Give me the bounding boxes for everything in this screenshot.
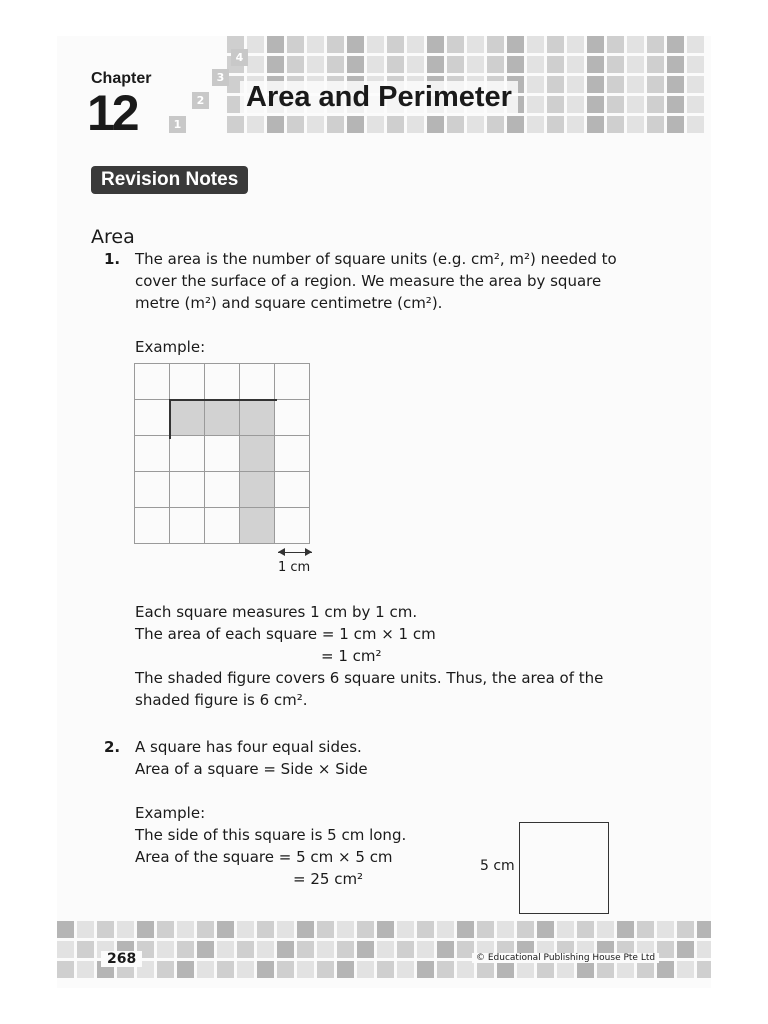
decor-tile (587, 96, 604, 113)
decor-tile (667, 36, 684, 53)
decor-tile (337, 941, 354, 958)
decor-tile (447, 36, 464, 53)
side-label: 5 cm (480, 858, 515, 874)
decor-tile (407, 56, 424, 73)
decor-tile (407, 36, 424, 53)
decor-tile (587, 76, 604, 93)
decor-tile (77, 921, 94, 938)
decor-tile (77, 961, 94, 978)
decor-tile (427, 56, 444, 73)
decor-tile (307, 116, 324, 133)
decor-tile (157, 961, 174, 978)
decor-tile (57, 961, 74, 978)
decor-tile (667, 96, 684, 113)
decor-tile (367, 116, 384, 133)
text-line: The area of each square = 1 cm × 1 cm (135, 625, 436, 643)
decor-tile (197, 941, 214, 958)
decor-tile (297, 961, 314, 978)
decor-tile (307, 56, 324, 73)
copyright-notice: © Educational Publishing House Pte Ltd (472, 953, 659, 963)
grid-square (135, 400, 170, 436)
decor-tile (417, 941, 434, 958)
decor-tile (557, 921, 574, 938)
decor-tile (687, 36, 704, 53)
decor-tile (257, 961, 274, 978)
decor-tile (617, 961, 634, 978)
decor-tile (137, 921, 154, 938)
decor-tile (597, 961, 614, 978)
text-line: metre (m²) and square centimetre (cm²). (135, 294, 443, 312)
grid-square (205, 436, 240, 472)
decor-tile (467, 36, 484, 53)
decor-tile (497, 961, 514, 978)
decor-tile (657, 961, 674, 978)
decor-tile (327, 56, 344, 73)
decor-tile (487, 116, 504, 133)
decor-tile (607, 116, 624, 133)
arrow-left-icon (278, 548, 285, 556)
decor-tile (417, 961, 434, 978)
decor-tile (557, 961, 574, 978)
decor-tile (647, 56, 664, 73)
decor-tile (227, 116, 244, 133)
decor-tile (357, 921, 374, 938)
decor-tile (357, 941, 374, 958)
decor-tile (287, 56, 304, 73)
grid-square (135, 508, 170, 544)
decor-tile (527, 36, 544, 53)
text-line: Area of a square = Side × Side (135, 760, 368, 778)
grid-square (135, 364, 170, 400)
decor-tile (317, 961, 334, 978)
grid-square (205, 472, 240, 508)
point-1-text (135, 248, 617, 314)
area-grid (134, 363, 310, 544)
decor-tile (327, 36, 344, 53)
decor-tile (437, 941, 454, 958)
decor-tile (347, 36, 364, 53)
decor-tile (677, 921, 694, 938)
decor-tile (177, 921, 194, 938)
square-figure (519, 822, 609, 914)
point-2-text (135, 736, 368, 780)
decor-tile (317, 921, 334, 938)
grid-square (135, 436, 170, 472)
decor-tile (307, 36, 324, 53)
decor-tile (637, 921, 654, 938)
decor-tile (607, 96, 624, 113)
arrow-right-icon (305, 548, 312, 556)
decor-tile (547, 56, 564, 73)
decor-tile (357, 961, 374, 978)
decor-tile (657, 921, 674, 938)
decor-tile (237, 961, 254, 978)
decor-tile (637, 961, 654, 978)
decor-tile (337, 961, 354, 978)
example-2 (135, 802, 406, 890)
example-label: Example: (135, 804, 206, 822)
shaded-square (240, 436, 275, 472)
shaded-square (240, 400, 275, 436)
point-number: 1. (104, 250, 121, 268)
decor-tile (487, 36, 504, 53)
decor-tile (267, 36, 284, 53)
decor-tile (627, 36, 644, 53)
decor-tile (77, 941, 94, 958)
decor-tile (327, 116, 344, 133)
decor-tile (697, 921, 711, 938)
shaded-square (205, 400, 240, 436)
grid-square (170, 364, 205, 400)
text-line: Each square measures 1 cm by 1 cm. (135, 603, 418, 621)
point-number: 2. (104, 738, 121, 756)
decor-tile (277, 961, 294, 978)
decor-tile (287, 36, 304, 53)
decor-tile (577, 961, 594, 978)
text-line: shaded figure is 6 cm². (135, 691, 308, 709)
unit-label: 1 cm (278, 560, 311, 575)
decor-tile (547, 116, 564, 133)
grid-square (170, 472, 205, 508)
decor-tile (427, 36, 444, 53)
decor-tile (417, 921, 434, 938)
decor-tile (447, 116, 464, 133)
decor-tile (667, 116, 684, 133)
decor-tile (437, 961, 454, 978)
grid-square (275, 472, 310, 508)
decor-tile (497, 921, 514, 938)
decor-tile (367, 36, 384, 53)
decor-tile (367, 56, 384, 73)
decor-tile (217, 941, 234, 958)
decor-tile (567, 76, 584, 93)
decor-tile (697, 961, 711, 978)
decor-tile (467, 56, 484, 73)
decor-tile (247, 36, 264, 53)
decor-tile (257, 921, 274, 938)
decor-tile (627, 96, 644, 113)
chapter-number: 12 (87, 85, 137, 141)
decor-tile (507, 56, 524, 73)
decor-tile (57, 921, 74, 938)
decor-tile (437, 921, 454, 938)
explanation (135, 601, 603, 711)
decor-tile (487, 56, 504, 73)
decor-tile (337, 921, 354, 938)
decor-tile (217, 921, 234, 938)
decor-tile (477, 961, 494, 978)
decor-tile (297, 921, 314, 938)
decor-tile (547, 96, 564, 113)
header-number-tile: 1 (169, 116, 186, 133)
shaded-square (170, 400, 205, 436)
decor-tile (647, 76, 664, 93)
decor-tile (157, 941, 174, 958)
decor-tile (527, 116, 544, 133)
section-heading: Area (91, 226, 135, 248)
decor-tile (627, 116, 644, 133)
decor-tile (237, 941, 254, 958)
decor-tile (507, 116, 524, 133)
decor-tile (647, 116, 664, 133)
decor-tile (547, 76, 564, 93)
decor-tile (567, 56, 584, 73)
text-line: Area of the square = 5 cm × 5 cm (135, 848, 393, 866)
text-line: = 1 cm² (321, 647, 382, 665)
decor-tile (547, 36, 564, 53)
decor-tile (387, 36, 404, 53)
grid-square (135, 472, 170, 508)
decor-tile (197, 921, 214, 938)
decor-tile (287, 116, 304, 133)
grid-square (205, 508, 240, 544)
decor-tile (157, 921, 174, 938)
decor-tile (467, 116, 484, 133)
decor-tile (377, 941, 394, 958)
grid-square (170, 508, 205, 544)
decor-tile (517, 961, 534, 978)
example-label: Example: (135, 338, 206, 356)
decor-tile (587, 116, 604, 133)
page-number: 268 (101, 951, 142, 967)
chapter-label: Chapter (91, 70, 152, 87)
decor-tile (97, 921, 114, 938)
decor-tile (627, 76, 644, 93)
decor-tile (477, 921, 494, 938)
grid-square (275, 508, 310, 544)
decor-tile (277, 921, 294, 938)
decor-tile (247, 56, 264, 73)
decor-tile (427, 116, 444, 133)
grid-square (240, 364, 275, 400)
text-line: The area is the number of square units (e.g. cm², m²) needed to (135, 250, 617, 268)
text-line: A square has four equal sides. (135, 738, 362, 756)
decor-tile (687, 116, 704, 133)
decor-tile (567, 96, 584, 113)
decor-tile (527, 56, 544, 73)
decor-tile (607, 56, 624, 73)
text-line: cover the surface of a region. We measure the area by square (135, 272, 602, 290)
decor-tile (527, 96, 544, 113)
text-line: The shaded figure covers 6 square units. Thus, the area of the (135, 669, 604, 687)
decor-tile (697, 941, 711, 958)
decor-tile (687, 96, 704, 113)
chapter-title: Area and Perimeter (240, 81, 518, 114)
decor-tile (297, 941, 314, 958)
decor-tile (277, 941, 294, 958)
header-number-tile: 4 (231, 49, 248, 66)
decor-tile (597, 921, 614, 938)
grid-square (275, 400, 310, 436)
decor-tile (667, 56, 684, 73)
decor-tile (667, 76, 684, 93)
decor-tile (527, 76, 544, 93)
decor-tile (677, 941, 694, 958)
decor-tile (647, 96, 664, 113)
decor-tile (567, 36, 584, 53)
decor-tile (377, 921, 394, 938)
decor-tile (197, 961, 214, 978)
decor-tile (577, 921, 594, 938)
footer-tile-pattern (57, 921, 711, 978)
decor-tile (627, 56, 644, 73)
decor-tile (587, 56, 604, 73)
decor-tile (607, 36, 624, 53)
decor-tile (517, 921, 534, 938)
revision-notes-badge: Revision Notes (91, 166, 248, 194)
shaded-square (240, 472, 275, 508)
decor-tile (677, 961, 694, 978)
decor-tile (457, 921, 474, 938)
grid-square (275, 436, 310, 472)
decor-tile (447, 56, 464, 73)
shaded-square (240, 508, 275, 544)
decor-tile (397, 961, 414, 978)
decor-tile (397, 921, 414, 938)
textbook-page (57, 36, 711, 988)
decor-tile (687, 76, 704, 93)
decor-tile (247, 116, 264, 133)
decor-tile (347, 56, 364, 73)
decor-tile (217, 961, 234, 978)
decor-tile (507, 36, 524, 53)
decor-tile (317, 941, 334, 958)
decor-tile (267, 56, 284, 73)
decor-tile (177, 961, 194, 978)
decor-tile (237, 921, 254, 938)
decor-tile (347, 116, 364, 133)
grid-square (275, 364, 310, 400)
grid-square (170, 436, 205, 472)
decor-tile (537, 921, 554, 938)
decor-tile (257, 941, 274, 958)
decor-tile (397, 941, 414, 958)
decor-tile (387, 116, 404, 133)
decor-tile (657, 941, 674, 958)
decor-tile (377, 961, 394, 978)
text-line: The side of this square is 5 cm long. (135, 826, 407, 844)
decor-tile (117, 921, 134, 938)
header-number-tile: 2 (192, 92, 209, 109)
decor-tile (267, 116, 284, 133)
decor-tile (537, 961, 554, 978)
decor-tile (607, 76, 624, 93)
decor-tile (387, 56, 404, 73)
decor-tile (407, 116, 424, 133)
decor-tile (57, 941, 74, 958)
decor-tile (617, 921, 634, 938)
decor-tile (587, 36, 604, 53)
decor-tile (687, 56, 704, 73)
decor-tile (567, 116, 584, 133)
decor-tile (457, 961, 474, 978)
header-number-tile: 3 (212, 69, 229, 86)
decor-tile (647, 36, 664, 53)
grid-square (205, 364, 240, 400)
text-line: = 25 cm² (293, 870, 364, 888)
decor-tile (177, 941, 194, 958)
